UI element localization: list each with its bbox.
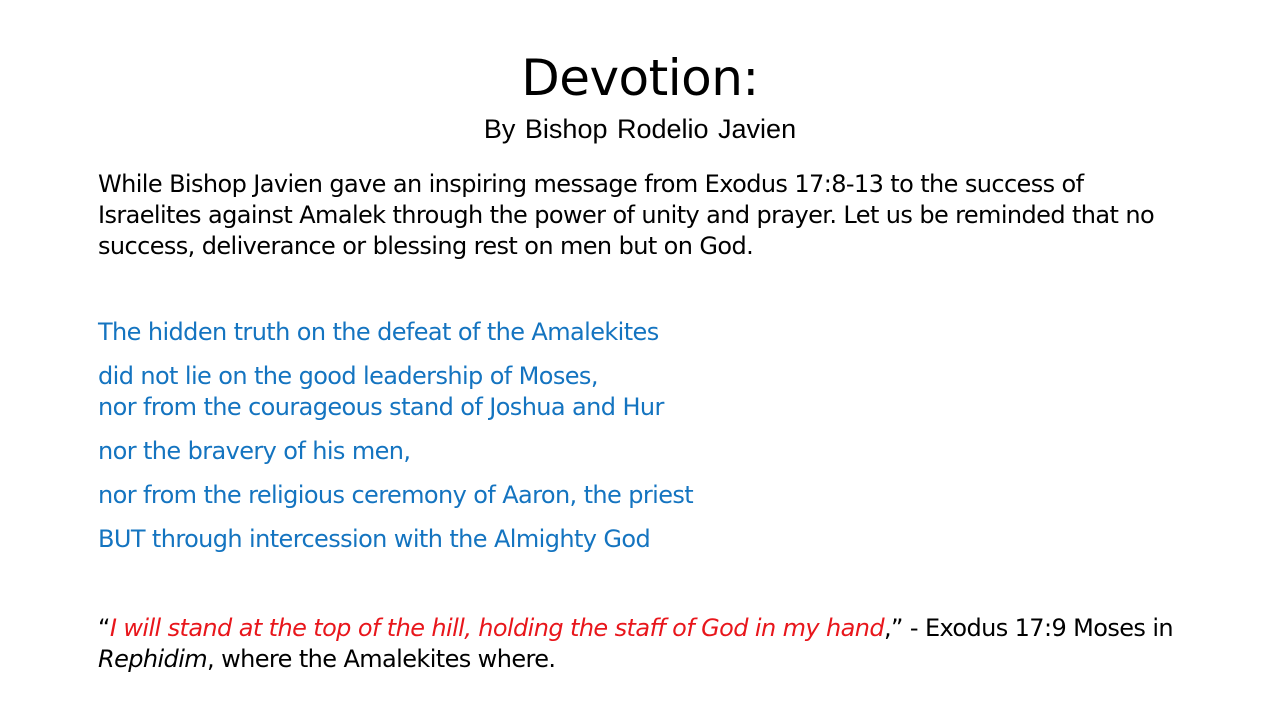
slide-title: Devotion: xyxy=(521,49,759,107)
quote-open-mark: “ xyxy=(98,614,110,642)
quote-reference: ,” - Exodus 17:9 Moses in xyxy=(883,614,1174,642)
slide-subtitle: By Bishop Rodelio Javien xyxy=(483,114,797,144)
verse-line: BUT through intercession with the Almighty God xyxy=(98,525,651,553)
verse-line: did not lie on the good leadership of Moses, xyxy=(98,362,598,390)
verse-line: nor the bravery of his men, xyxy=(98,437,411,465)
verse-line: nor from the courageous stand of Joshua and Hur xyxy=(98,393,664,421)
scripture-quote xyxy=(98,613,1188,675)
quote-text: I will stand at the top of the hill, holding the staff of God in my hand xyxy=(109,614,884,642)
verse-lines xyxy=(98,317,1188,555)
verse-line: The hidden truth on the defeat of the Amalekites xyxy=(98,318,659,346)
verse-line: nor from the religious ceremony of Aaron, the priest xyxy=(98,481,694,509)
quote-tail: , where the Amalekites where. xyxy=(207,645,556,673)
intro-paragraph: While Bishop Javien gave an inspiring message from Exodus 17:8-13 to the success of Israelites against Amalek through the power of unity and prayer. Let us be reminded that no success, deliverance or blessing rest on men but on God. xyxy=(98,170,1155,260)
quote-place: Rephidim xyxy=(98,645,208,673)
